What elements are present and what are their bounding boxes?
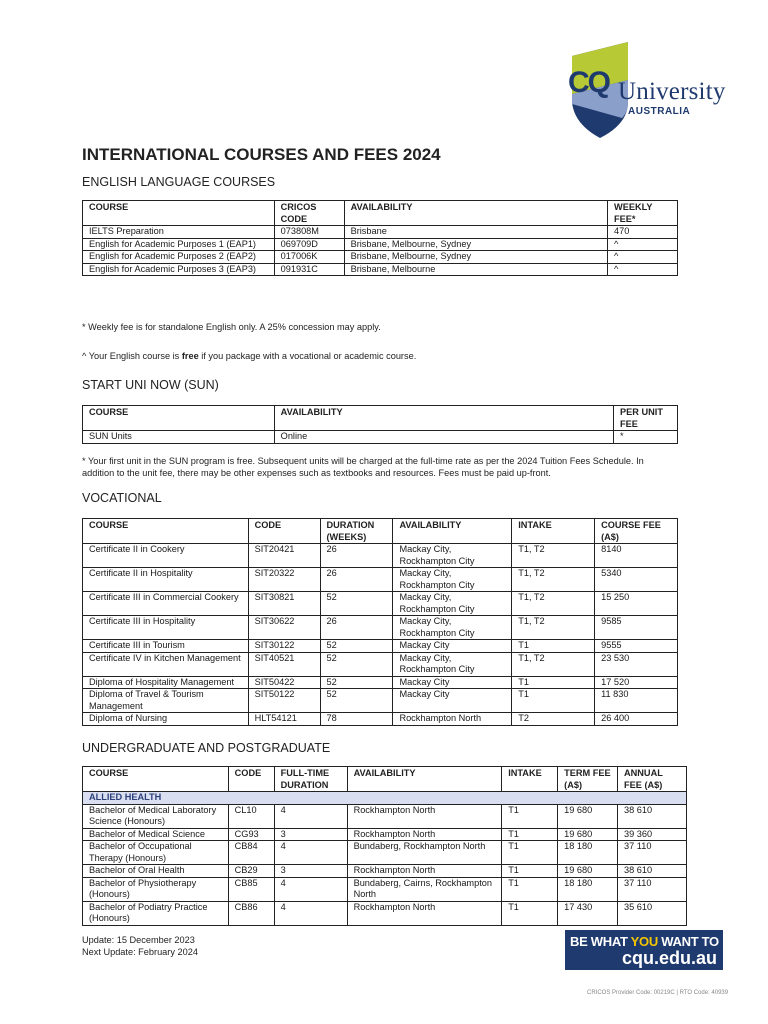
cell: T1	[502, 828, 558, 841]
logo-wordmark: University	[618, 78, 726, 105]
cell: 9555	[595, 640, 678, 653]
col-header: ANNUAL FEE (A$)	[618, 767, 687, 792]
cell: CB84	[228, 841, 274, 865]
cell: SIT20322	[248, 568, 320, 592]
col-header: AVAILABILITY	[347, 767, 502, 792]
sun-note: * Your first unit in the SUN program is free. Subsequent units will be charged at the full-time rate as per the 2024 Tuition Fees Schedule. In addition to the unit fee, there may be other expenses such as textbooks and resources. Fees must be paid up-front.	[82, 456, 644, 478]
cell: 4	[274, 804, 347, 828]
cell: T1, T2	[512, 568, 595, 592]
cell: Mackay City, Rockhampton City	[393, 652, 512, 676]
sun-table	[82, 405, 678, 444]
cell: Brisbane, Melbourne, Sydney	[344, 251, 607, 264]
cell: 17 430	[558, 901, 618, 925]
col-header: COURSE	[83, 201, 275, 226]
provider-code: CRICOS Provider Code: 00219C | RTO Code: 40939	[587, 990, 729, 996]
tagline-highlight: YOU	[630, 934, 658, 949]
cell: 52	[320, 640, 393, 653]
table-row	[83, 238, 678, 251]
col-header: AVAILABILITY	[344, 201, 607, 226]
cell: 38 610	[618, 804, 687, 828]
col-header: CRICOS CODE	[274, 201, 344, 226]
cell: 26	[320, 616, 393, 640]
sun-heading: START UNI NOW (SUN)	[82, 378, 219, 392]
university-logo	[566, 42, 736, 140]
cell: T1, T2	[512, 616, 595, 640]
cell: 073808M	[274, 226, 344, 239]
cell: 52	[320, 676, 393, 689]
cell: 39 360	[618, 828, 687, 841]
cell: 35 610	[618, 901, 687, 925]
cell: 069709D	[274, 238, 344, 251]
cell: Certificate II in Hospitality	[83, 568, 249, 592]
vocational-table	[82, 518, 678, 726]
col-header: CODE	[248, 519, 320, 544]
cell: Rockhampton North	[347, 865, 502, 878]
category-label: ALLIED HEALTH	[83, 792, 687, 805]
cell: T1	[512, 640, 595, 653]
cell: 091931C	[274, 263, 344, 276]
cell: 26 400	[595, 713, 678, 726]
cell: 18 180	[558, 841, 618, 865]
tagline-text: WANT TO BE	[657, 934, 740, 949]
english-note-free	[82, 350, 682, 362]
col-header: COURSE	[83, 767, 229, 792]
cell: T1	[512, 676, 595, 689]
ugpg-heading: UNDERGRADUATE AND POSTGRADUATE	[82, 741, 331, 755]
cell: T1, T2	[512, 652, 595, 676]
table-row	[83, 226, 678, 239]
col-header: TERM FEE (A$)	[558, 767, 618, 792]
cell: 52	[320, 652, 393, 676]
cell: SIT40521	[248, 652, 320, 676]
table-row	[83, 263, 678, 276]
cell: Brisbane, Melbourne, Sydney	[344, 238, 607, 251]
cell: 4	[274, 901, 347, 925]
table-row	[83, 828, 687, 841]
cell: T1	[502, 865, 558, 878]
cell: 9585	[595, 616, 678, 640]
cell: 15 250	[595, 592, 678, 616]
table-row	[83, 616, 678, 640]
cell: CB29	[228, 865, 274, 878]
cell: Bundaberg, Cairns, Rockhampton North	[347, 877, 502, 901]
cell: SIT20421	[248, 544, 320, 568]
cell: English for Academic Purposes 1 (EAP1)	[83, 238, 275, 251]
update-info	[82, 934, 198, 958]
table-row	[83, 901, 687, 925]
cell: *	[614, 431, 678, 444]
table-row	[83, 877, 687, 901]
cell: T1, T2	[512, 592, 595, 616]
col-header: DURATION (WEEKS)	[320, 519, 393, 544]
cell: CL10	[228, 804, 274, 828]
english-heading: ENGLISH LANGUAGE COURSES	[82, 175, 276, 189]
cell: 37 110	[618, 841, 687, 865]
table-row	[83, 431, 678, 444]
table-row	[83, 804, 687, 828]
cell: Diploma of Nursing	[83, 713, 249, 726]
update-date: Update: 15 December 2023	[82, 935, 195, 945]
cell: T1	[502, 804, 558, 828]
cell: T1	[512, 689, 595, 713]
cell: SIT30821	[248, 592, 320, 616]
cell: Bundaberg, Rockhampton North	[347, 841, 502, 865]
table-row	[83, 592, 678, 616]
cell: 5340	[595, 568, 678, 592]
cell: Rockhampton North	[393, 713, 512, 726]
col-header: PER UNIT FEE	[614, 406, 678, 431]
note-text: ^ Your English course is	[82, 351, 182, 361]
cell: Certificate III in Commercial Cookery	[83, 592, 249, 616]
table-row	[83, 689, 678, 713]
cell: English for Academic Purposes 2 (EAP2)	[83, 251, 275, 264]
cell: 52	[320, 592, 393, 616]
logo-subtitle: AUSTRALIA	[628, 106, 691, 117]
banner-tagline	[570, 934, 740, 949]
cell: 19 680	[558, 804, 618, 828]
cell: CB86	[228, 901, 274, 925]
cell: Mackay City, Rockhampton City	[393, 616, 512, 640]
table-row	[83, 640, 678, 653]
cell: 19 680	[558, 828, 618, 841]
table-row	[83, 865, 687, 878]
cell: Mackay City, Rockhampton City	[393, 544, 512, 568]
cell: Online	[274, 431, 613, 444]
cell: ^	[608, 238, 678, 251]
cell: Rockhampton North	[347, 804, 502, 828]
col-header: FULL-TIME DURATION	[274, 767, 347, 792]
cell: 470	[608, 226, 678, 239]
cell: Bachelor of Physiotherapy (Honours)	[83, 877, 229, 901]
note-text: if you package with a vocational or academic course.	[198, 351, 417, 361]
col-header: INTAKE	[512, 519, 595, 544]
table-row	[83, 544, 678, 568]
cell: 19 680	[558, 865, 618, 878]
col-header: AVAILABILITY	[393, 519, 512, 544]
cell: Brisbane	[344, 226, 607, 239]
cell: 26	[320, 568, 393, 592]
page-title: INTERNATIONAL COURSES AND FEES 2024	[82, 145, 441, 164]
cell: 38 610	[618, 865, 687, 878]
col-header: INTAKE	[502, 767, 558, 792]
cell: 8140	[595, 544, 678, 568]
cell: Mackay City	[393, 640, 512, 653]
cell: 4	[274, 877, 347, 901]
vocational-heading: VOCATIONAL	[82, 491, 162, 505]
cell: SIT50122	[248, 689, 320, 713]
cell: 17 520	[595, 676, 678, 689]
category-row	[83, 792, 687, 805]
cell: CB85	[228, 877, 274, 901]
cell: T1	[502, 877, 558, 901]
cell: SUN Units	[83, 431, 275, 444]
cell: Bachelor of Occupational Therapy (Honours)	[83, 841, 229, 865]
cell: T1, T2	[512, 544, 595, 568]
table-row	[83, 652, 678, 676]
cell: Mackay City	[393, 676, 512, 689]
cell: CG93	[228, 828, 274, 841]
banner-website[interactable]: cqu.edu.au	[621, 948, 717, 968]
logo-cq-text: CQ	[568, 66, 609, 99]
cell: 78	[320, 713, 393, 726]
tagline-text: BE WHAT	[570, 934, 631, 949]
cell: 37 110	[618, 877, 687, 901]
cell: 26	[320, 544, 393, 568]
cell: Brisbane, Melbourne	[344, 263, 607, 276]
table-row	[83, 713, 678, 726]
cell: 3	[274, 828, 347, 841]
cell: HLT54121	[248, 713, 320, 726]
cell: 11 830	[595, 689, 678, 713]
next-update-date: Next Update: February 2024	[82, 947, 198, 957]
table-row	[83, 841, 687, 865]
cell: SIT30122	[248, 640, 320, 653]
ugpg-table	[82, 766, 687, 926]
cell: Rockhampton North	[347, 828, 502, 841]
cell: Certificate III in Hospitality	[83, 616, 249, 640]
cell: Mackay City, Rockhampton City	[393, 592, 512, 616]
cell: English for Academic Purposes 3 (EAP3)	[83, 263, 275, 276]
english-note-weekly: * Weekly fee is for standalone English only. A 25% concession may apply.	[82, 322, 381, 332]
cell: 4	[274, 841, 347, 865]
cell: IELTS Preparation	[83, 226, 275, 239]
english-table	[82, 200, 678, 276]
table-header-row	[83, 406, 678, 431]
cell: 52	[320, 689, 393, 713]
brand-banner	[565, 930, 740, 970]
cell: Diploma of Travel & Tourism Management	[83, 689, 249, 713]
table-header-row	[83, 767, 687, 792]
cell: Mackay City, Rockhampton City	[393, 568, 512, 592]
cell: 23 530	[595, 652, 678, 676]
col-header: COURSE	[83, 519, 249, 544]
cell: T1	[502, 901, 558, 925]
cell: ^	[608, 251, 678, 264]
col-header: COURSE FEE (A$)	[595, 519, 678, 544]
note-emphasis: free	[181, 351, 199, 361]
cell: 18 180	[558, 877, 618, 901]
cell: 017006K	[274, 251, 344, 264]
col-header: WEEKLY FEE*	[608, 201, 678, 226]
cell: Bachelor of Podiatry Practice (Honours)	[83, 901, 229, 925]
table-row	[83, 568, 678, 592]
cell: SIT50422	[248, 676, 320, 689]
cell: Bachelor of Medical Laboratory Science (Honours)	[83, 804, 229, 828]
table-row	[83, 676, 678, 689]
cell: Mackay City	[393, 689, 512, 713]
cell: Certificate IV in Kitchen Management	[83, 652, 249, 676]
table-header-row	[83, 519, 678, 544]
cell: SIT30622	[248, 616, 320, 640]
cell: ^	[608, 263, 678, 276]
table-header-row	[83, 201, 678, 226]
cell: 3	[274, 865, 347, 878]
cell: Certificate II in Cookery	[83, 544, 249, 568]
cell: Rockhampton North	[347, 901, 502, 925]
cell: Bachelor of Oral Health	[83, 865, 229, 878]
table-row	[83, 251, 678, 264]
col-header: AVAILABILITY	[274, 406, 613, 431]
cell: Certificate III in Tourism	[83, 640, 249, 653]
col-header: COURSE	[83, 406, 275, 431]
cell: T1	[502, 841, 558, 865]
cell: Bachelor of Medical Science	[83, 828, 229, 841]
cell: T2	[512, 713, 595, 726]
col-header: CODE	[228, 767, 274, 792]
cell: Diploma of Hospitality Management	[83, 676, 249, 689]
